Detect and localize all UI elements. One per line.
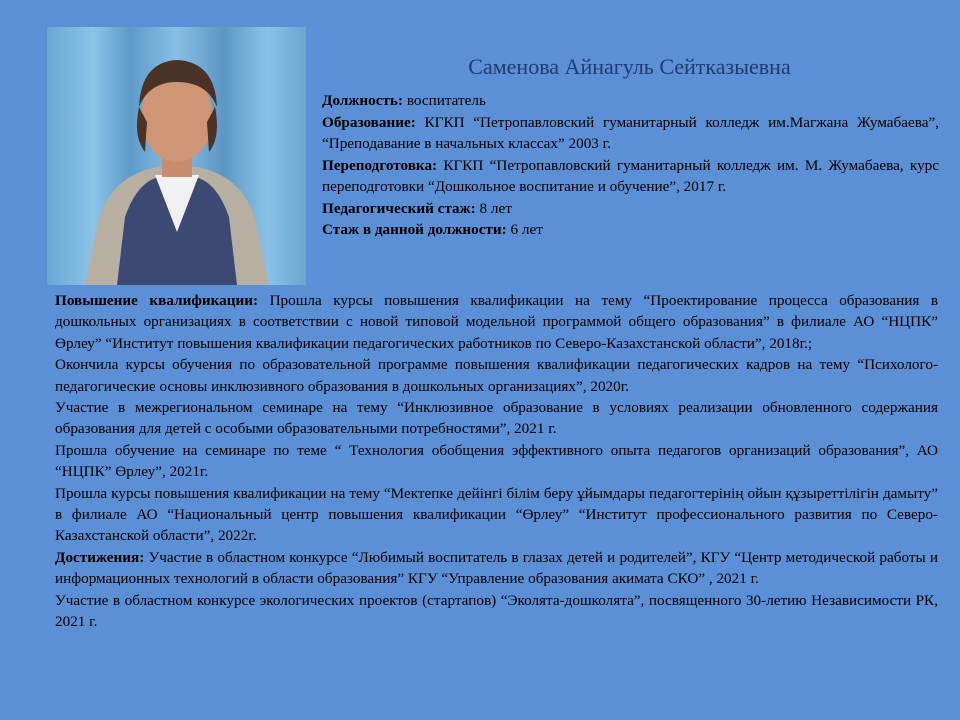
achievements-item (55, 547, 938, 590)
qualification-item: Прошла курсы повышения квалификации на тему “Мектепке дейінгі білім беру ұйымдары педагогтерінің ойын құзыреттілігін дамыту” в филиале АО “Национальный центр повышения квалификации “Өрлеу” “Институт профессионального развития по Северо-Казахстанской области”, 2022г. (55, 484, 938, 545)
qualification-text: Прошла курсы повышения квалификации на тему “Проектирование процесса образования в дошкольных организациях в соответствии с новой типовой модельной программой общего образования” в филиале АО “НЦПК” Өрлеу” “Институт повышения квалификации педагогических работников по Северо-Казахстанской области”, 2018г.; (55, 292, 939, 352)
achievements-item: Участие в областном конкурсе экологических проектов (стартапов) “Эколята-дошколята”, посвященного 30-летию Независимости РК, 2021 г. (55, 591, 938, 631)
portrait-photo (47, 27, 306, 285)
achievements-label: Достижения: (55, 548, 145, 566)
person-name: Саменова Айнагуль Сейтказыевна (468, 54, 791, 79)
position-experience-value: 6 лет (510, 221, 543, 238)
position-label: Должность: (322, 92, 404, 109)
position-value: воспитатель (406, 92, 486, 109)
qualification-item (55, 290, 938, 354)
retraining-value: КГКП “Петропавловский гуманитарный колледж им. М. Жумабаева, курс переподготовки “Дошкольное воспитание и обучение”, 2017 г. (322, 156, 939, 195)
qualification-item: Участие в межрегиональном семинаре на тему “Инклюзивное образование в условиях реализации обновленного содержания образования для детей с особыми образовательными потребностями”, 2021 г. (55, 399, 938, 438)
education-label: Образование: (322, 113, 416, 131)
education-line (322, 112, 939, 155)
ped-experience-label: Педагогический стаж: (322, 199, 476, 217)
education-value: КГКП “Петропавловский гуманитарный колледж им.Магжана Жумабаева”, “Преподавание в начальных классах” 2003 г. (322, 113, 939, 152)
qualification-item: Прошла обучение на семинаре по теме “ Технология обобщения эффективного опыта педагогов организаций образования”, АО “НЦПК” Өрлеу”, 2021г. (55, 441, 938, 481)
main-text (55, 290, 938, 633)
ped-experience-line (322, 198, 939, 220)
ped-experience-value: 8 лет (479, 199, 512, 217)
position-experience-label: Стаж в данной должности: (322, 221, 507, 238)
achievements-text: Участие в областном конкурсе “Любимый воспитатель в глазах детей и родителей”, КГУ “Центр методической работы и информационных технологий в области образования” КГУ “Управление образования акимата СКО” , 2021 г. (55, 548, 938, 588)
position-line (322, 90, 939, 112)
retraining-label: Переподготовка: (322, 156, 438, 174)
qualification-label: Повышение квалификации: (55, 292, 259, 309)
qualification-item: Окончила курсы обучения по образовательной программе повышения квалификации педагогических кадров на тему “Психолого- педагогические основы инклюзивного образования в дошкольных организациях”, 2020г. (55, 356, 938, 395)
info-block (322, 90, 939, 241)
position-experience-line (322, 219, 939, 241)
retraining-line (322, 155, 939, 198)
